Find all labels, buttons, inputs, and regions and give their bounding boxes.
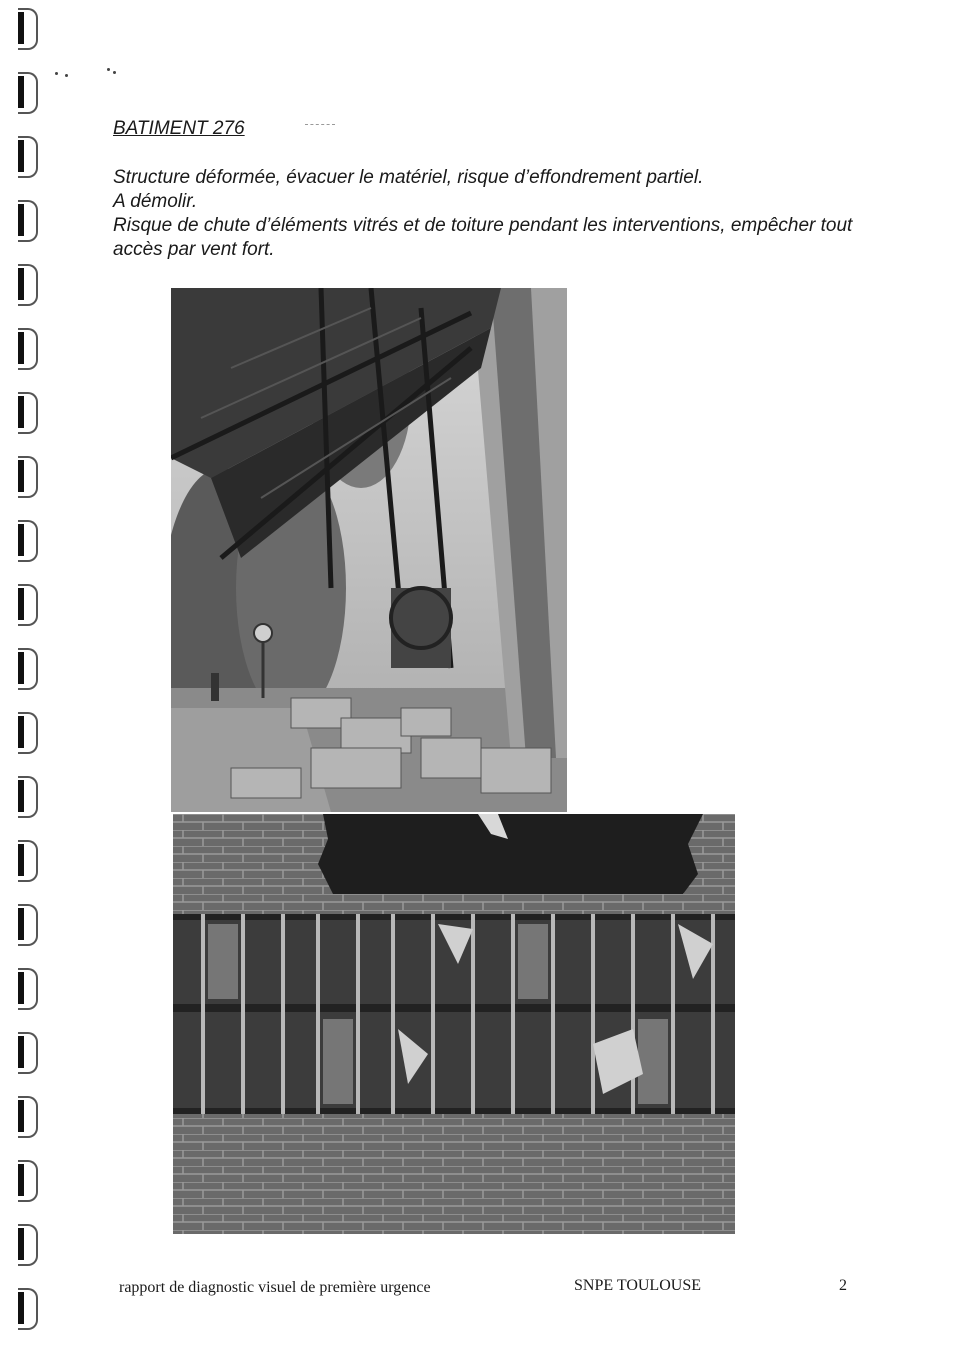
footer-report-title: rapport de diagnostic visuel de première urgence bbox=[119, 1279, 431, 1296]
binding-ring bbox=[14, 328, 40, 368]
binding-ring bbox=[14, 136, 40, 176]
spiral-binding bbox=[10, 0, 50, 1355]
binding-ring bbox=[14, 8, 40, 48]
binding-ring bbox=[14, 520, 40, 560]
binding-ring bbox=[14, 904, 40, 944]
damaged-roof-photo-icon bbox=[171, 288, 567, 812]
binding-ring bbox=[14, 456, 40, 496]
binding-ring bbox=[14, 1288, 40, 1328]
binding-ring bbox=[14, 840, 40, 880]
binding-ring bbox=[14, 712, 40, 752]
scan-specks bbox=[55, 68, 135, 78]
paragraph-structure: Structure déformée, évacuer le matériel, risque d’effondrement partiel. bbox=[113, 167, 704, 188]
paragraph-risk: Risque de chute d’éléments vitrés et de toiture pendant les interventions, empêcher tout accès par vent fort. bbox=[113, 215, 853, 260]
binding-ring bbox=[14, 968, 40, 1008]
page-number: 2 bbox=[839, 1277, 847, 1294]
broken-windows-photo-icon bbox=[173, 814, 735, 1234]
binding-ring bbox=[14, 1032, 40, 1072]
binding-ring bbox=[14, 200, 40, 240]
footer-organization: SNPE TOULOUSE bbox=[574, 1277, 701, 1294]
binding-ring bbox=[14, 1096, 40, 1136]
diagnostic-text bbox=[113, 166, 893, 262]
binding-ring bbox=[14, 72, 40, 112]
binding-ring bbox=[14, 264, 40, 304]
binding-ring bbox=[14, 648, 40, 688]
binding-ring bbox=[14, 1224, 40, 1264]
page-title: BATIMENT 276 bbox=[113, 118, 245, 139]
binding-ring bbox=[14, 584, 40, 624]
binding-ring bbox=[14, 776, 40, 816]
binding-ring bbox=[14, 1160, 40, 1200]
binding-ring bbox=[14, 392, 40, 432]
paragraph-demolish: A démolir. bbox=[113, 191, 198, 212]
scan-mark bbox=[305, 124, 335, 127]
